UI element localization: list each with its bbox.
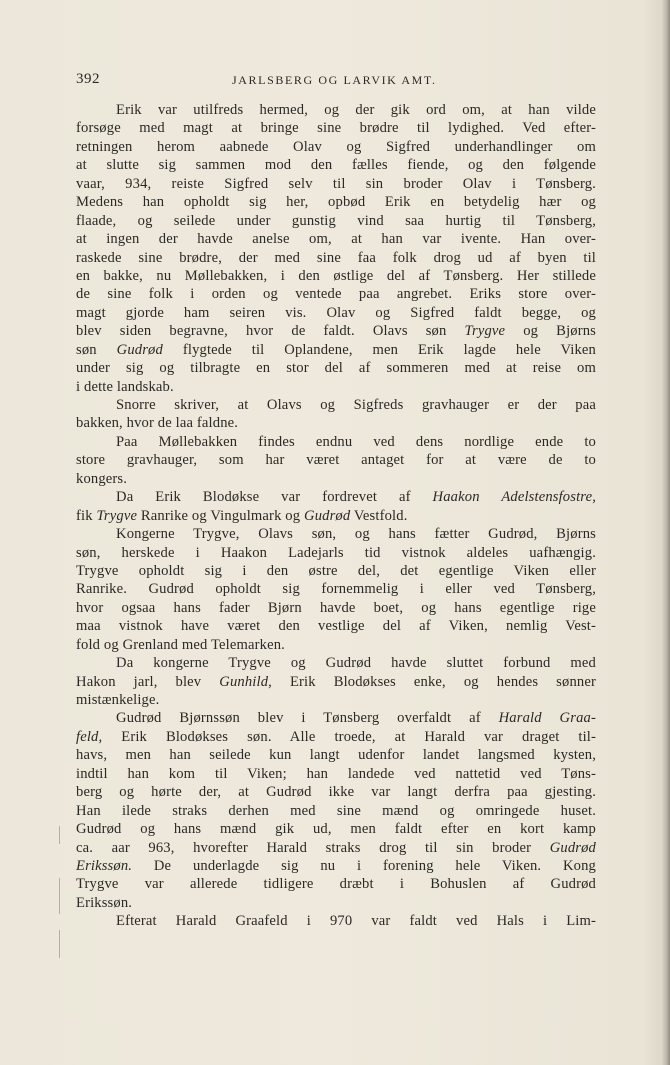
text-segment: Efterat Harald Graafeld i 970 var faldt ved Hals i Lim- <box>116 913 596 930</box>
text-segment: havs, men han seilede kun langt udenfor landet langsmed kysten, <box>76 747 596 764</box>
text-line <box>76 414 596 432</box>
text-segment: en bakke, nu Møllebakken, i den østlige del af Tønsberg. Her stillede <box>76 267 596 284</box>
text-line <box>76 175 596 193</box>
text-line <box>76 562 596 580</box>
text-segment: Trygve opholdt sig i den østre del, det egentlige Viken eller <box>76 562 596 579</box>
page-header <box>76 71 596 91</box>
italic-name: Harald Graa- <box>498 710 596 727</box>
text-line <box>76 249 596 267</box>
text-segment: Snorre skriver, at Olavs og Sigfreds gravhauger er der paa <box>116 397 596 413</box>
text-segment: Da Erik Blodøkse var fordrevet af <box>116 489 433 506</box>
italic-name: Gudrød <box>549 839 596 856</box>
text-line <box>76 101 596 119</box>
text-segment: de sine folk i orden og ventede paa angrebet. Eriks store over- <box>76 286 596 303</box>
text-segment: hvor ogsaa hans fader Bjørn havde boet, og hans egentlige rige <box>76 599 596 616</box>
text-segment: De underlagde sig nu i forening hele Viken. Kong <box>132 857 596 874</box>
text-segment: retningen herom aabnede Olav og Sigfred underhandlinger om <box>76 138 596 155</box>
text-line <box>76 304 596 322</box>
text-line <box>76 839 596 857</box>
italic-name: Gunhild, <box>219 673 272 690</box>
text-line <box>76 783 596 801</box>
text-line <box>76 709 596 727</box>
text-segment: raskede sine brødre, der med sine faa folk drog ud af byen til <box>76 249 596 266</box>
text-line <box>76 525 596 543</box>
page-number: 392 <box>76 71 100 87</box>
text-segment: Erik Blodøkses søn. Alle troede, at Harald var draget til- <box>102 728 596 745</box>
text-segment: vaar, 934, reiste Sigfred selv til sin broder Olav i Tønsberg. <box>76 175 596 192</box>
italic-name: Trygve <box>96 507 138 524</box>
margin-pencil-mark <box>59 878 60 914</box>
text-segment: ca. aar 963, hvorefter Harald straks drog til sin broder <box>76 839 550 856</box>
running-head: JARLSBERG OG LARVIK AMT. <box>232 73 437 87</box>
text-line <box>76 119 596 137</box>
text-line <box>76 894 596 912</box>
text-segment: berg og hørte der, at Gudrød ikke var langt derfra paa gjesting. <box>76 784 596 801</box>
text-line <box>76 322 596 340</box>
text-segment: fik <box>76 507 97 524</box>
text-segment: Medens han opholdt sig her, opbød Erik en betydelig hær og <box>76 194 596 211</box>
margin-pencil-mark <box>59 930 60 958</box>
text-line <box>76 488 596 506</box>
text-line <box>76 285 596 303</box>
text-segment: blev siden begravne, hvor de faldt. Olavs søn <box>76 323 465 340</box>
text-line <box>76 156 596 174</box>
text-segment: Ranrike og Vingulmark og <box>137 507 305 524</box>
text-segment: at slutte sig sammen mod den fælles fiende, og den følgende <box>76 157 596 174</box>
text-line <box>76 617 596 635</box>
text-line <box>76 470 596 488</box>
text-line <box>76 820 596 838</box>
text-line <box>76 212 596 230</box>
text-line <box>76 138 596 156</box>
text-line <box>76 396 596 414</box>
text-segment: flygtede til Oplandene, men Erik lagde hele Viken <box>162 341 596 358</box>
text-segment: indtil han kom til Viken; han landede ved nattetid ved Tøns- <box>76 765 596 782</box>
text-line <box>76 341 596 359</box>
text-line <box>76 673 596 691</box>
text-segment: og Bjørns <box>505 323 597 340</box>
italic-name: Gudrød <box>304 507 351 524</box>
text-segment: under sig og tilbragte en stor del af sommeren med at reise om <box>76 360 596 377</box>
text-segment: bakken, hvor de laa faldne. <box>76 415 239 432</box>
text-line <box>76 857 596 875</box>
text-segment: Trygve var allerede tidligere dræbt i Bohuslen af Gudrød <box>76 876 596 893</box>
italic-name: Erikssøn. <box>76 857 133 874</box>
text-segment: Hakon jarl, blev <box>76 673 220 690</box>
text-line <box>76 267 596 285</box>
text-line <box>76 691 596 709</box>
text-segment: Erik Blodøkses enke, og hendes sønner <box>271 673 596 690</box>
text-segment: søn <box>76 341 117 358</box>
text-line <box>76 433 596 451</box>
text-segment: Ranrike. Gudrød opholdt sig fornemmelig i eller ved Tønsberg, <box>76 581 596 598</box>
italic-name: Gudrød <box>116 341 163 358</box>
text-line <box>76 507 596 525</box>
text-line <box>76 193 596 211</box>
text-line <box>76 765 596 783</box>
text-line <box>76 636 596 654</box>
text-segment: Da kongerne Trygve og Gudrød havde sluttet forbund med <box>116 655 596 672</box>
text-segment: Gudrød Bjørnssøn blev i Tønsberg overfaldt af <box>116 710 499 727</box>
text-segment: Han ilede straks derhen med sine mænd og omringede huset. <box>76 802 596 819</box>
text-line <box>76 654 596 672</box>
text-line <box>76 359 596 377</box>
text-segment: Erik var utilfreds hermed, og der gik ord om, at han vilde <box>116 102 596 118</box>
text-line <box>76 544 596 562</box>
text-segment: at ingen der havde anelse om, at han var ivente. Han over- <box>76 231 596 248</box>
text-line <box>76 746 596 764</box>
text-line <box>76 802 596 820</box>
text-line <box>76 875 596 893</box>
text-segment: store gravhauger, som har været antaget for at være de to <box>76 452 596 469</box>
text-segment: fold og Grenland med Telemarken. <box>76 636 285 653</box>
italic-name: Trygve <box>464 323 506 340</box>
text-segment: Erikssøn. <box>76 894 133 911</box>
text-segment: Gudrød og hans mænd gik ud, men faldt efter en kort kamp <box>76 821 596 838</box>
italic-name: Haakon Adelstensfostre, <box>432 489 597 506</box>
text-segment: Vestfold. <box>350 507 408 524</box>
body-text <box>76 101 596 931</box>
text-segment: forsøge med magt at bringe sine brødre til lydighed. Ved efter- <box>76 120 596 137</box>
text-segment: maa vistnok have været den vestlige del af Viken, nemlig Vest- <box>76 618 596 635</box>
text-line <box>76 599 596 617</box>
italic-name: feld, <box>76 728 103 745</box>
text-line <box>76 912 596 930</box>
margin-pencil-mark <box>59 826 60 844</box>
text-segment: magt gjorde ham seiren vis. Olav og Sigfred faldt begge, og <box>76 304 596 321</box>
text-segment: kongers. <box>76 470 128 487</box>
text-segment: Kongerne Trygve, Olavs søn, og hans fætter Gudrød, Bjørns <box>116 526 596 543</box>
text-line <box>76 451 596 469</box>
text-line <box>76 230 596 248</box>
text-segment: flaade, og seilede under gunstig vind saa hurtig til Tønsberg, <box>76 212 596 229</box>
text-line <box>76 378 596 396</box>
text-segment: Paa Møllebakken findes endnu ved dens nordlige ende to <box>116 433 596 450</box>
text-line <box>76 580 596 598</box>
text-segment: søn, herskede i Haakon Ladejarls tid vistnok aldeles uafhængig. <box>76 544 596 561</box>
text-segment: mistænkelige. <box>76 692 160 708</box>
page-edge <box>662 0 670 1065</box>
text-segment: i dette landskab. <box>76 378 174 395</box>
text-line <box>76 728 596 746</box>
